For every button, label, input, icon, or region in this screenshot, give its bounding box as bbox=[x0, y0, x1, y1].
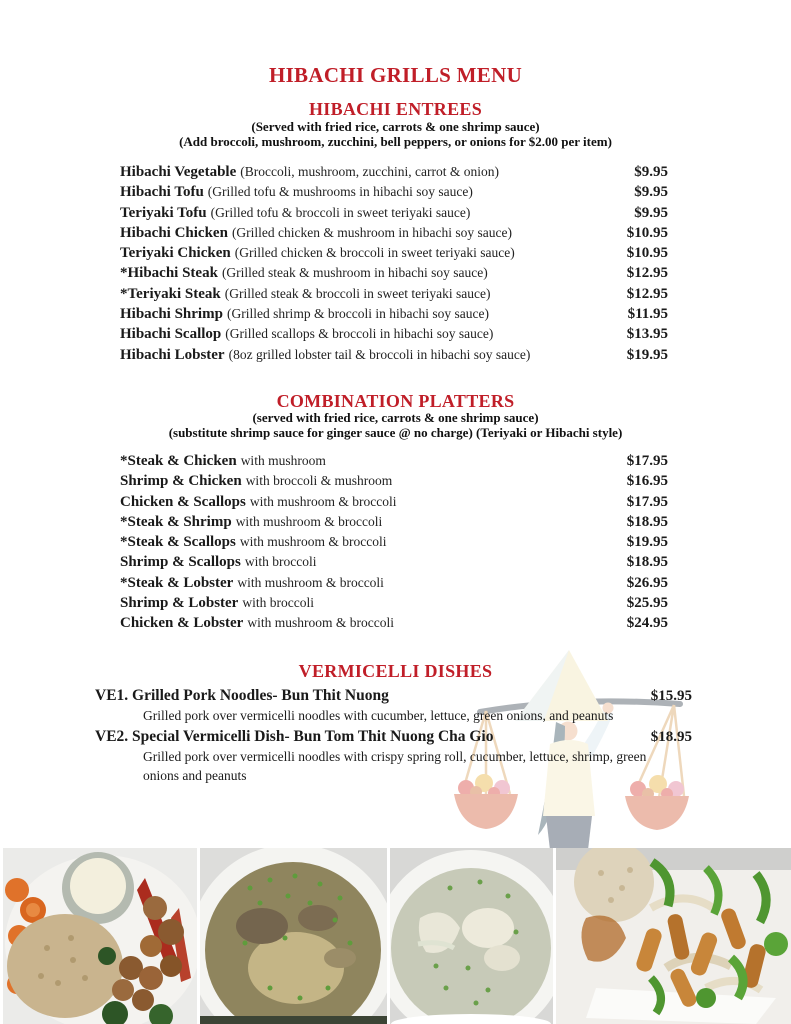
menu-item-row bbox=[120, 204, 668, 224]
item-price: $9.95 bbox=[634, 204, 668, 221]
item-desc: (Grilled shrimp & broccoli in hibachi soy sauce) bbox=[226, 306, 490, 322]
item-price: $13.95 bbox=[626, 326, 668, 343]
item-desc: (Grilled steak & mushroom in hibachi soy sauce) bbox=[221, 265, 488, 281]
combos-heading: COMBINATION PLATTERS bbox=[276, 391, 515, 411]
item-desc: with broccoli bbox=[242, 595, 314, 611]
entrees-note-1: (Served with fried rice, carrots & one shrimp sauce) bbox=[251, 119, 540, 134]
menu-item-row bbox=[120, 163, 668, 183]
item-desc: (Grilled chicken & broccoli in sweet teriyaki sauce) bbox=[234, 245, 515, 261]
item-price: $19.95 bbox=[626, 534, 668, 551]
item-desc: with mushroom & broccoli bbox=[239, 534, 387, 550]
photo-hibachi-chicken-plate bbox=[3, 848, 197, 1024]
vermicelli-heading: VERMICELLI DISHES bbox=[298, 661, 493, 681]
item-price: $25.95 bbox=[626, 595, 668, 612]
item-desc: (Grilled tofu & broccoli in sweet teriyaki sauce) bbox=[210, 204, 471, 220]
entrees-heading: HIBACHI ENTREES bbox=[308, 99, 483, 119]
item-name: *Hibachi Steak bbox=[120, 265, 218, 282]
food-photo-strip bbox=[0, 848, 791, 1024]
item-name: Hibachi Shrimp bbox=[120, 306, 223, 323]
item-price: $16.95 bbox=[626, 473, 668, 490]
menu-item-row bbox=[120, 452, 668, 472]
item-desc: with mushroom & broccoli bbox=[247, 615, 394, 631]
menu-item-row bbox=[120, 325, 668, 345]
menu-item-row bbox=[120, 264, 668, 284]
item-name: Teriyaki Tofu bbox=[120, 204, 207, 221]
combos-note-2: (substitute shrimp sauce for ginger sauce @ no charge) (Teriyaki or Hibachi style) bbox=[168, 425, 623, 440]
menu-item-row bbox=[120, 513, 668, 533]
item-name: Hibachi Scallop bbox=[120, 326, 222, 343]
item-desc: (8oz grilled lobster tail & broccoli in hibachi soy sauce) bbox=[228, 346, 531, 362]
item-price: $18.95 bbox=[626, 554, 668, 571]
menu-item-row bbox=[120, 574, 668, 594]
item-price: $9.95 bbox=[634, 184, 668, 201]
item-desc: with mushroom & broccoli bbox=[235, 513, 383, 529]
item-name: Hibachi Chicken bbox=[120, 224, 228, 241]
page-title: HIBACHI GRILLS MENU bbox=[268, 63, 523, 87]
item-desc: with mushroom & broccoli bbox=[249, 493, 397, 509]
item-name: Shrimp & Chicken bbox=[120, 473, 242, 490]
menu-item-row bbox=[95, 686, 692, 725]
menu-item-row bbox=[120, 305, 668, 325]
item-price: $9.95 bbox=[634, 164, 668, 180]
item-name: Hibachi Vegetable bbox=[120, 164, 237, 180]
menu-item-row bbox=[120, 533, 668, 553]
item-price: $10.95 bbox=[626, 224, 668, 241]
entrees-note-2: (Add broccoli, mushroom, zucchini, bell peppers, or onions for $2.00 per item) bbox=[179, 134, 612, 149]
item-price: $12.95 bbox=[626, 265, 668, 282]
menu-item-row bbox=[120, 594, 668, 614]
combos-note-1: (served with fried rice, carrots & one shrimp sauce) bbox=[252, 410, 539, 425]
menu-item-row bbox=[120, 493, 668, 513]
item-price: $17.95 bbox=[626, 493, 668, 510]
item-name: Hibachi Lobster bbox=[120, 346, 225, 363]
item-price: $10.95 bbox=[626, 245, 668, 262]
item-name: *Teriyaki Steak bbox=[120, 285, 221, 302]
item-desc: (Grilled steak & broccoli in sweet teriyaki sauce) bbox=[224, 285, 491, 301]
item-desc: with broccoli bbox=[244, 554, 317, 570]
item-desc: (Broccoli, mushroom, zucchini, carrot & onion) bbox=[240, 164, 499, 179]
item-name: Hibachi Tofu bbox=[120, 184, 204, 201]
item-name: *Steak & Lobster bbox=[120, 574, 234, 591]
item-name: *Steak & Shrimp bbox=[120, 513, 232, 530]
item-price: $18.95 bbox=[650, 729, 692, 745]
item-desc: with mushroom bbox=[240, 453, 326, 468]
menu-item-row bbox=[95, 727, 692, 785]
item-desc: Grilled pork over vermicelli noodles with crispy spring roll, cucumber, lettuce, shrimp, green onions and peanuts bbox=[143, 749, 647, 783]
item-price: $15.95 bbox=[650, 688, 692, 704]
item-desc: with broccoli & mushroom bbox=[245, 473, 393, 489]
menu-item-row bbox=[120, 285, 668, 305]
entrees-list bbox=[120, 163, 668, 366]
menu-item-row bbox=[120, 614, 668, 634]
item-price: $26.95 bbox=[626, 574, 668, 591]
item-price: $11.95 bbox=[627, 306, 668, 323]
item-desc: (Grilled scallops & broccoli in hibachi soy sauce) bbox=[225, 326, 494, 342]
item-price: $19.95 bbox=[626, 346, 668, 363]
item-name: Chicken & Lobster bbox=[120, 615, 244, 632]
item-name: Teriyaki Chicken bbox=[120, 245, 231, 262]
menu-item-row bbox=[120, 244, 668, 264]
menu-item-row bbox=[120, 224, 668, 244]
photo-chicken-noodle-soup bbox=[390, 848, 553, 1024]
item-name: *Steak & Chicken bbox=[120, 453, 237, 469]
menu-item-row bbox=[120, 472, 668, 492]
item-name: Shrimp & Scallops bbox=[120, 554, 241, 571]
photo-pepper-chicken-stirfry bbox=[556, 848, 791, 1024]
combos-list bbox=[120, 452, 668, 635]
menu-item-row bbox=[120, 346, 668, 366]
item-name: Chicken & Scallops bbox=[120, 493, 246, 510]
item-price: $24.95 bbox=[626, 615, 668, 632]
item-desc: with mushroom & broccoli bbox=[237, 574, 384, 590]
item-name: Shrimp & Lobster bbox=[120, 595, 239, 612]
photo-beef-noodle-soup bbox=[200, 848, 387, 1024]
item-name: *Steak & Scallops bbox=[120, 534, 236, 551]
item-price: $18.95 bbox=[626, 513, 668, 530]
item-price: $17.95 bbox=[626, 453, 668, 469]
vermicelli-list bbox=[95, 686, 692, 787]
item-name: VE1. Grilled Pork Noodles- Bun Thit Nuong bbox=[95, 687, 389, 704]
menu-item-row bbox=[120, 553, 668, 573]
item-price: $12.95 bbox=[626, 285, 668, 302]
item-desc: (Grilled chicken & mushroom in hibachi soy sauce) bbox=[231, 224, 512, 240]
item-desc: (Grilled tofu & mushrooms in hibachi soy sauce) bbox=[207, 184, 473, 200]
item-desc: Grilled pork over vermicelli noodles with cucumber, lettuce, green onions, and peanuts bbox=[143, 708, 614, 723]
menu-item-row bbox=[120, 183, 668, 203]
item-name: VE2. Special Vermicelli Dish- Bun Tom Thit Nuong Cha Gio bbox=[95, 728, 494, 745]
